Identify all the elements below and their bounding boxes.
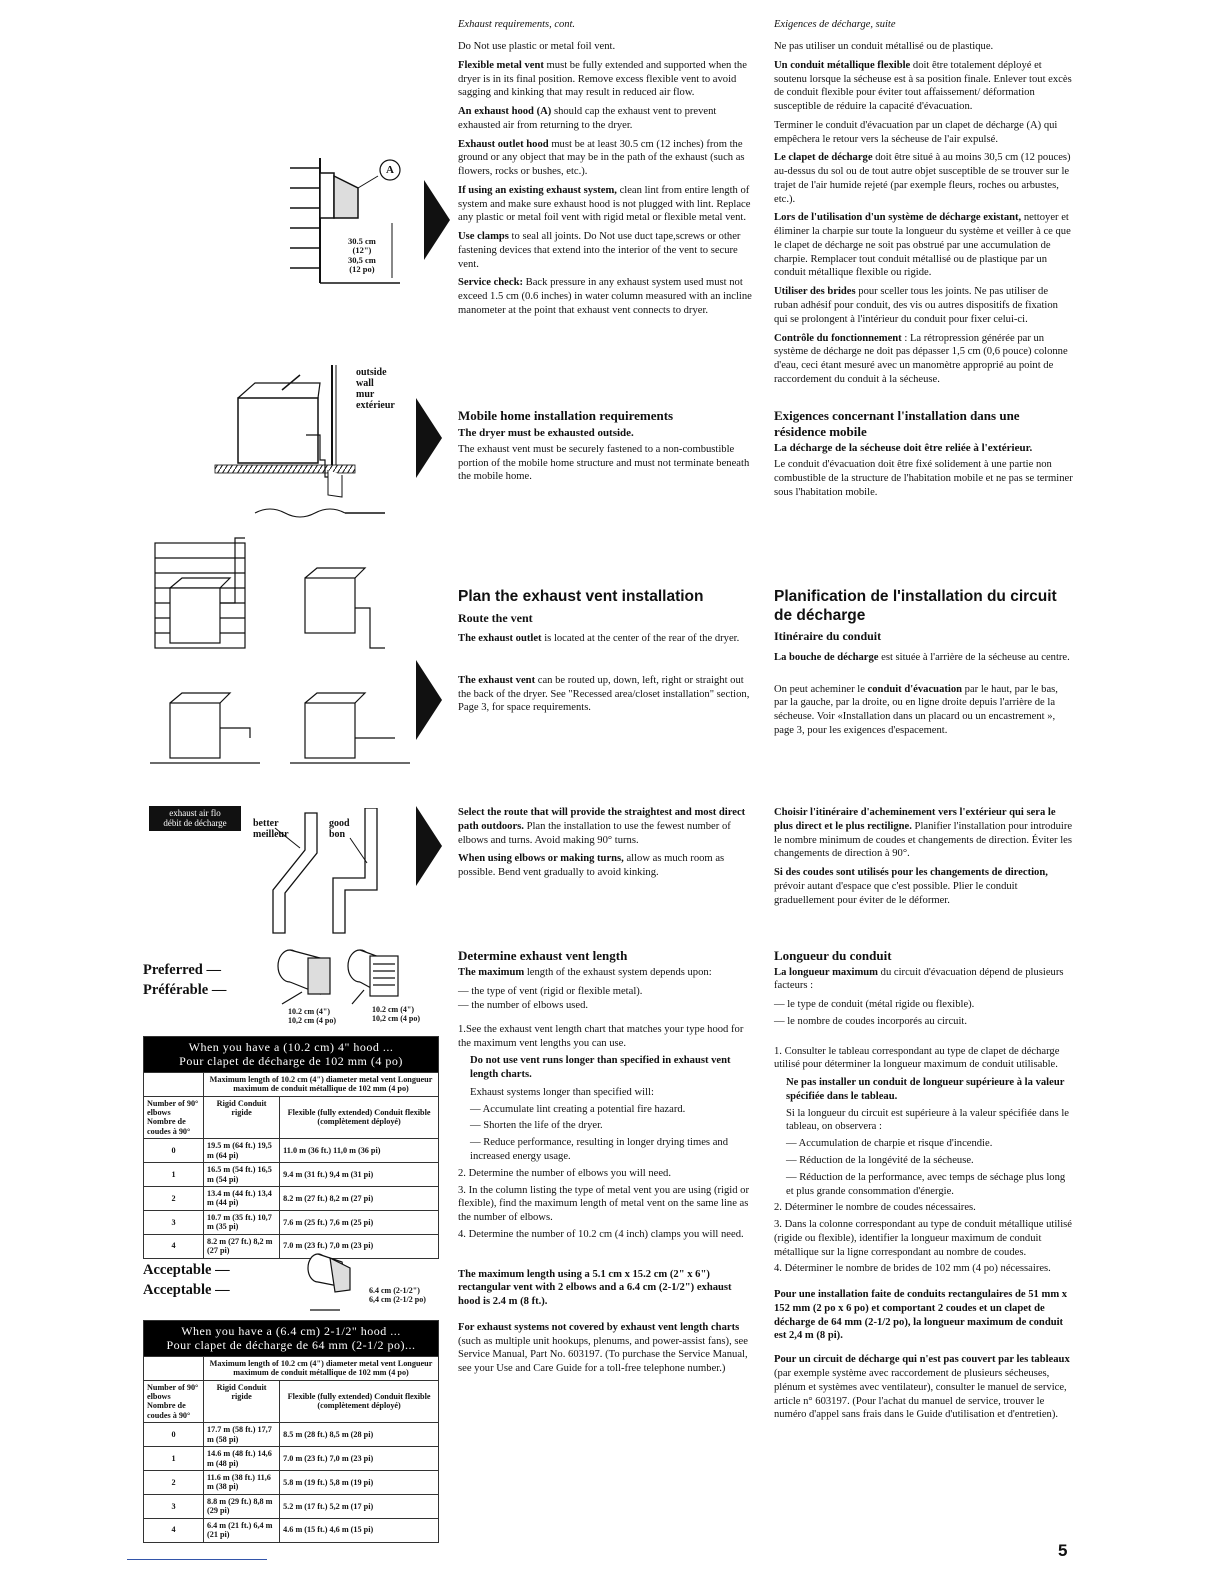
list-item: — Accumulation de charpie et risque d'incendie. [786, 1138, 993, 1150]
text: Back pressure in any exhaust system used must not exceed 1.5 cm (0.6 inches) in water column measured with an incline manometer at the point that exhaust vent connects to dryer. [458, 277, 752, 317]
bold-text: La longueur maximum [774, 966, 878, 978]
arrow-icon [416, 398, 442, 478]
bold-text: Un conduit métallique flexible [774, 59, 911, 71]
list-item: — Réduction de la performance, avec temps de séchage plus long et plus grande consommation d'énergie. [786, 1171, 1066, 1197]
table-row [144, 1234, 439, 1258]
bold-text: Exhaust outlet hood [458, 138, 549, 150]
elbows-cell: 2 [144, 1471, 204, 1495]
max-length-header: Maximum length of 10.2 cm (4") diameter metal vent Longueur maximum de conduit métallique de 102 mm (4 po) [204, 1356, 439, 1380]
table-row [144, 1447, 439, 1471]
bold-text: An exhaust hood (A) [458, 106, 552, 118]
text: Terminer le conduit d'évacuation par un clapet de décharge (A) qui empêchera le retour vers la sécheuse de l'air expulsé. [774, 119, 1058, 145]
bold-text: Le clapet de décharge [774, 152, 873, 164]
vent-length-table-2-5in [143, 1320, 439, 1543]
rigid-cell: 17.7 m (58 ft.) 17,7 m (58 pi) [204, 1423, 280, 1447]
text: is located at the center of the rear of the dryer. [541, 633, 740, 645]
paragraph: Le conduit d'évacuation doit être fixé solidement à une partie non combustible de la structure de l'habitation mobile et ne pas se terminer sous l'habitation mobile. [774, 459, 1073, 499]
label-line: mur [356, 389, 375, 400]
bold-text: Lors de l'utilisation d'un système de décharge existant, [774, 212, 1022, 224]
exhaust-fr-list [774, 40, 1074, 392]
dim-line: (12 po) [349, 264, 375, 275]
list-item: 1. Consulter le tableau correspondant au type de clapet de décharge utilisé pour déterminer la longueur maximum de conduit utilisable. [774, 1045, 1060, 1071]
table-body [144, 1139, 439, 1258]
paragraph [458, 59, 752, 100]
label-line: Preferred — [143, 962, 221, 978]
elbows-cell: 1 [144, 1447, 204, 1471]
bold-text: If using an existing exhaust system, [458, 184, 617, 196]
flexible-cell: 7.0 m (23 ft.) 7,0 m (23 pi) [280, 1234, 439, 1258]
list-item: — Reduce performance, resulting in longer drying times and increased energy usage. [470, 1137, 729, 1163]
exhaust-en-list [458, 40, 752, 323]
vent-length-table-4in [143, 1036, 439, 1259]
list-item: — Réduction de la longévité de la sécheuse. [786, 1155, 974, 1167]
length-en [458, 948, 752, 1381]
dim-line: 6,4 cm (2-1/2 po) [369, 1294, 426, 1304]
route-fr [774, 806, 1074, 912]
text: prévoir autant d'espace que c'est possible. Plier le conduit graduellement pour éviter de le déformer. [774, 880, 1018, 906]
label-line: bon [329, 829, 346, 840]
paragraph: Pour une installation faite de conduits rectangulaires de 51 mm x 152 mm (2 po x 6 po) et comportant 2 coudes et un clapet de décharge de 64 mm (2-1/2 po), la longueur maximum de conduit est 2,4 m (8 pi). [774, 1289, 1068, 1342]
bold-text: For exhaust systems not covered by exhaust vent length charts [458, 1321, 740, 1333]
vent-routing-illustration [150, 533, 415, 768]
paragraph [774, 1353, 1074, 1422]
text: allow as much room as possible. Bend vent gradually to avoid kinking. [458, 853, 725, 879]
list-item: 3. Dans la colonne correspondant au type de conduit métallique utilisé (rigide ou flexible), identifier la longueur maximum de conduit métallique sur la ligne correspondant au nombre de coudes. [774, 1219, 1073, 1258]
badge-line: exhaust air flo [169, 808, 221, 818]
text: Do Not use plastic or metal foil vent. [458, 41, 616, 52]
section-title: Determine exhaust vent length [458, 948, 628, 963]
label-line: extérieur [356, 400, 395, 411]
text: pour sceller tous les joints. Ne pas utiliser de ruban adhésif pour conduit, des vis ou autres dispositifs de fixation qui se prolongent à l'intérieur du conduit pour fixer celui-ci. [774, 286, 1058, 325]
page-number: 5 [1058, 1541, 1068, 1560]
arrow-icon [416, 660, 442, 740]
bold-text: Contrôle du fonctionnement [774, 332, 902, 344]
list-item: — Accumulate lint creating a potential fire hazard. [470, 1103, 686, 1115]
paragraph [458, 138, 752, 179]
title-line: When you have a (10.2 cm) 4" hood ... [188, 1040, 394, 1054]
elbows-cell: 2 [144, 1187, 204, 1211]
flexible-cell: 5.2 m (17 ft.) 5,2 m (17 pi) [280, 1494, 439, 1518]
rigid-header: Rigid Conduit rigide [204, 1096, 280, 1139]
section-title: Planification de l'installation du circuit de décharge [774, 588, 1057, 624]
flexible-cell: 5.8 m (19 ft.) 5,8 m (19 pi) [280, 1471, 439, 1495]
flexible-cell: 7.0 m (23 ft.) 7,0 m (23 pi) [280, 1447, 439, 1471]
bold-text: When using elbows or making turns, [458, 853, 624, 865]
bold-text: conduit d'évacuation [867, 683, 963, 695]
dim-line: 10.2 cm (4") [288, 1007, 330, 1016]
title-line: When you have a (6.4 cm) 2-1/2" hood ... [181, 1324, 401, 1338]
bold-text: Choisir l'itinéraire d'acheminement vers l'extérieur qui sera le plus direct et le plus rectiligne. [774, 807, 1056, 832]
text: (par exemple système avec raccordement de plusieurs sécheuses, plénum et systèmes avec ventilateur), consulter le manuel de service, article n° 603197. (Pour l'achat du manuel de service, trouver le numéro d'appel sans frais dans le Guide d'utilisation et d'entretien). [774, 1367, 1067, 1421]
text: should cap the exhaust vent to prevent exhausted air from returning to the dryer. [458, 106, 717, 131]
paragraph [458, 674, 752, 715]
list-item: 4. Determine the number of 10.2 cm (4 inch) clamps you will need. [458, 1228, 744, 1240]
list-item: 1.See the exhaust vent length chart that matches your type hood for the maximum vent lengths you can use. [458, 1023, 744, 1049]
flexible-cell: 4.6 m (15 ft.) 4,6 m (15 pi) [280, 1518, 439, 1542]
elbows-cell: 0 [144, 1423, 204, 1447]
paragraph [458, 806, 752, 847]
list-item: 2. Determine the number of elbows you will need. [458, 1167, 671, 1179]
hood-dimension [348, 237, 376, 274]
paragraph [774, 866, 1074, 907]
table-row [144, 1163, 439, 1187]
paragraph [774, 151, 1074, 206]
elbows-cell: 4 [144, 1518, 204, 1542]
label-line: wall [356, 378, 374, 389]
flexible-cell: 8.5 m (28 ft.) 8,5 m (28 pi) [280, 1423, 439, 1447]
paragraph [458, 1321, 752, 1376]
list-item: — Shorten the life of the dryer. [470, 1120, 603, 1132]
header-fr: Exigences de décharge, suite [774, 19, 896, 30]
dim-line: 10.2 cm (4") [372, 1005, 414, 1014]
bold-text: Service check: [458, 277, 524, 289]
paragraph [774, 683, 1074, 738]
badge-line: débit de décharge [163, 818, 227, 829]
bold-text: Si des coudes sont utilisés pour les changements de direction, [774, 867, 1048, 879]
mobile-home-fr [774, 408, 1074, 505]
header-en: Exhaust requirements, cont. [458, 19, 576, 30]
paragraph [458, 40, 752, 54]
bold-text: The exhaust vent [458, 674, 536, 686]
list-item: 2. Déterminer le nombre de coudes nécessaires. [774, 1202, 976, 1214]
paragraph [458, 230, 752, 271]
rigid-cell: 19.5 m (64 ft.) 19,5 m (64 pi) [204, 1139, 280, 1163]
title-line: Pour clapet de décharge de 102 mm (4 po) [179, 1054, 403, 1069]
arrow-icon [424, 180, 450, 260]
dim-line: 10,2 cm (4 po) [288, 1015, 336, 1025]
paragraph [458, 105, 752, 133]
steps-list [774, 1045, 1074, 1276]
warning-text: Do not use vent runs longer than specified in exhaust vent length charts. [470, 1055, 731, 1081]
rigid-cell: 8.8 m (29 ft.) 8,8 m (29 pi) [204, 1494, 280, 1518]
warning-text: Ne pas installer un conduit de longueur supérieure à la valeur spécifiée dans le tableau. [786, 1077, 1065, 1102]
elbows-cell: 0 [144, 1139, 204, 1163]
label-line: better [253, 818, 279, 829]
section-title: Mobile home installation requirements [458, 408, 674, 423]
text: doit être situé à au moins 30,5 cm (12 pouces) au-dessus du sol ou de tout autre objet susceptible de se trouver sur le trajet de l'air humide rejeté (par exemple fleurs, roches ou arbustes, etc.). [774, 152, 1071, 205]
paragraph [774, 119, 1074, 147]
flexible-cell: 7.6 m (25 ft.) 7,6 m (25 pi) [280, 1210, 439, 1234]
table-row [144, 1139, 439, 1163]
section-subtitle: The dryer must be exhausted outside. [458, 426, 634, 439]
elbows-header: Number of 90° elbows Nombre de coudes à 90° [144, 1096, 204, 1139]
section-title: Plan the exhaust vent installation [458, 588, 704, 605]
label-line: outside [356, 367, 387, 378]
paragraph [458, 184, 752, 225]
empty-cell [144, 1356, 204, 1380]
paragraph [458, 852, 752, 880]
list-item: 3. In the column listing the type of metal vent you are using (rigid or flexible), find the maximum length of metal vent on the same line as the number of elbows. [458, 1184, 749, 1224]
length-fr [774, 948, 1074, 1427]
paragraph [774, 651, 1074, 665]
flexible-cell: 11.0 m (36 ft.) 11,0 m (36 pi) [280, 1139, 439, 1163]
paragraph [774, 59, 1074, 114]
list-item: 4. Déterminer le nombre de brides de 102 mm (4 po) nécessaires. [774, 1263, 1051, 1275]
text: Ne pas utiliser un conduit métallisé ou de plastique. [774, 41, 994, 52]
plan-en [458, 588, 752, 720]
paragraph [774, 332, 1074, 387]
rigid-header: Rigid Conduit rigide [204, 1380, 280, 1423]
elbows-cell: 1 [144, 1163, 204, 1187]
label-line: good [329, 818, 350, 829]
dim-line: 6.4 cm (2-1/2") [369, 1286, 420, 1295]
text: must be at least 30.5 cm (12 inches) from the ground or any object that may be in the path of the exhaust (such as flowers, rocks or bushes, etc.). [458, 138, 745, 178]
plan-fr [774, 588, 1074, 743]
mobile-home-en [458, 408, 752, 489]
table-body [144, 1423, 439, 1542]
route-en [458, 806, 752, 885]
list-item: — the type of vent (rigid or flexible metal). [458, 986, 643, 998]
section-title: Longueur du conduit [774, 948, 892, 963]
bold-text: Select the route that will provide the straightest and most direct path outdoors. [458, 807, 746, 832]
paragraph [774, 806, 1074, 861]
label-line: Préférable — [143, 982, 227, 999]
paragraph [774, 285, 1074, 326]
text: must be fully extended and supported when the dryer is in its final position. Remove excess flexible vent to avoid sagging and kinking that may result in reduced air flow. [458, 59, 747, 99]
exhaust-air-flow-badge [149, 806, 241, 831]
paragraph [774, 40, 1074, 54]
text: (such as multiple unit hookups, plenums, and power-assist fans), see Service Manual, Part No. 603197. (To purchase the Service Manual, see your Use and Care Guide for a toll-free telephone number.) [458, 1335, 748, 1375]
section-title: Exigences concernant l'installation dans une résidence mobile [774, 408, 1020, 439]
elbows-cell: 4 [144, 1234, 204, 1258]
elbows-cell: 3 [144, 1494, 204, 1518]
bold-text: Pour un circuit de décharge qui n'est pas couvert par les tableaux [774, 1354, 1070, 1366]
section-subtitle: Route the vent [458, 610, 533, 625]
rigid-cell: 6.4 m (21 ft.) 6,4 m (21 pi) [204, 1518, 280, 1542]
flexible-header: Flexible (fully extended) Conduit flexible (complètement déployé) [280, 1380, 439, 1423]
rigid-cell: 8.2 m (27 ft.) 8,2 m (27 pi) [204, 1234, 280, 1258]
list-item: — le type de conduit (métal rigide ou flexible). [774, 999, 975, 1011]
acceptable-label [143, 1260, 230, 1301]
bold-text: La bouche de décharge [774, 651, 879, 663]
footer-rule [127, 1559, 267, 1560]
flexible-cell: 9.4 m (31 ft.) 9,4 m (31 pi) [280, 1163, 439, 1187]
label-line: meilleur [253, 829, 289, 840]
elbows-header: Number of 90° elbows Nombre de coudes à 90° [144, 1380, 204, 1423]
text: length of the exhaust system depends upon: [524, 966, 712, 978]
rigid-cell: 10.7 m (35 ft.) 10,7 m (35 pi) [204, 1210, 280, 1234]
paragraph [774, 966, 1074, 994]
text: : La rétropression générée par un système de décharge ne doit pas dépasser 1,5 cm (0,6 pouce) colonne d'eau, ceci étant mesuré avec un manomètre approprié au point de raccordement du conduit à la sécheuse. [774, 332, 1068, 385]
paragraph [774, 211, 1074, 280]
section-subtitle: La décharge de la sécheuse doit être reliée à l'extérieur. [774, 442, 1033, 455]
flexible-header: Flexible (fully extended) Conduit flexible (complètement déployé) [280, 1096, 439, 1139]
dim-line: 30,5 cm [348, 254, 376, 265]
dim-line: 10,2 cm (4 po) [372, 1013, 420, 1023]
text: to seal all joints. Do Not use duct tape,screws or other fastening devices that extend into the interior of the vent to secure vent. [458, 231, 741, 270]
section-subtitle: Itinéraire du conduit [774, 629, 882, 644]
text: nettoyer et éliminer la charpie sur toute la longueur du système et veiller à ce que le clapet de décharge ne soit pas obstrué par une accumulation de charpie. Remplacer tout conduit métallisé ou de plastique par un conduit métallique flexible ou rigide. [774, 212, 1071, 279]
text: par le haut, par le bas, par la gauche, par la droite, ou en ligne droite depuis l'arrière de la sécheuse. Voir «Installation dans un placard ou un encastrement », page 3, pour les exigences d'espacement. [774, 683, 1058, 736]
text: can be routed up, down, left, right or straight out the back of the dryer. See "Recessed area/closet installation" section, Page 3, for space requirements. [458, 674, 750, 714]
table-row [144, 1494, 439, 1518]
bold-text: Flexible metal vent [458, 59, 544, 71]
empty-cell [144, 1072, 204, 1096]
paragraph [458, 966, 752, 980]
vent-route-comparison-illustration [255, 808, 415, 936]
table-row [144, 1471, 439, 1495]
outside-wall-label [356, 367, 395, 411]
rigid-cell: 13.4 m (44 ft.) 13,4 m (44 pi) [204, 1187, 280, 1211]
bold-text: Use clamps [458, 231, 509, 243]
steps-list [458, 1023, 752, 1242]
table-title [144, 1321, 439, 1357]
text: doit être totalement déployé et soutenu lorsque la sécheuse est à sa position finale. Enlever tout excès de conduit flexible pour éviter tout affaissement/ déformation susceptible de réduire la capacité d'évacuation. [774, 59, 1072, 113]
acceptable-hood-illustration [300, 1248, 370, 1318]
text: du circuit d'évacuation dépend de plusieurs facteurs : [774, 966, 1064, 992]
label-line: Acceptable — [143, 1262, 230, 1278]
table-row [144, 1187, 439, 1211]
list-item: — le nombre de coudes incorporés au circuit. [774, 1015, 967, 1027]
preferred-dim-a [288, 1008, 336, 1026]
rigid-cell: 16.5 m (54 ft.) 16,5 m (54 pi) [204, 1163, 280, 1187]
flexible-cell: 8.2 m (27 ft.) 8,2 m (27 pi) [280, 1187, 439, 1211]
text: est située à l'arrière de la sécheuse au centre. [878, 651, 1070, 663]
label-line: Acceptable — [143, 1282, 230, 1299]
paragraph: The maximum length using a 5.1 cm x 15.2 cm (2" x 6") rectangular vent with 2 elbows and a 6.4 cm (2-1/2") exhaust hood is 2.4 m (8 ft.). [458, 1268, 732, 1308]
preferred-dim-b [372, 1006, 420, 1024]
title-line: Pour clapet de décharge de 64 mm (2-1/2 po)... [166, 1338, 416, 1353]
paragraph: The exhaust vent must be securely fastened to a non-combustible portion of the mobile home structure and must not terminate beneath the mobile home. [458, 443, 750, 483]
bold-text: Utiliser des brides [774, 286, 856, 298]
text: Planifier l'installation pour introduire le nombre minimum de coudes et changements de direction. Éviter les changements de direction à 90°. [774, 820, 1073, 860]
label-a: A [386, 164, 394, 176]
dim-line: 30.5 cm [348, 236, 376, 246]
bold-text: The exhaust outlet [458, 633, 542, 645]
preferred-label [143, 960, 226, 1001]
list-item: — the number of elbows used. [458, 1000, 589, 1012]
bold-text: The maximum [458, 966, 525, 978]
acceptable-dim [369, 1287, 426, 1305]
table-row [144, 1518, 439, 1542]
paragraph [458, 632, 752, 646]
table-row [144, 1423, 439, 1447]
table-title [144, 1037, 439, 1073]
max-length-header: Maximum length of 10.2 cm (4") diameter metal vent Longueur maximum de conduit métallique de 102 mm (4 po) [204, 1072, 439, 1096]
text: clean lint from entire length of system and make sure exhaust hood is not plugged with lint. Replace any plastic or metal foil vent with rigid metal or flexible metal vent. [458, 184, 751, 224]
list-item: Si la longueur du circuit est supérieure à la valeur spécifiée dans le tableau, on observera : [786, 1107, 1069, 1133]
arrow-icon [416, 806, 442, 886]
table-row [144, 1210, 439, 1234]
rigid-cell: 14.6 m (48 ft.) 14,6 m (48 pi) [204, 1447, 280, 1471]
rigid-cell: 11.6 m (38 ft.) 11,6 m (38 pi) [204, 1471, 280, 1495]
text: Plan the installation to use the fewest number of elbows and turns. Avoid making 90° turns. [458, 820, 731, 846]
dim-line: (12") [352, 245, 372, 256]
preferred-hoods-illustration [272, 944, 422, 1012]
list-item: Exhaust systems longer than specified will: [470, 1086, 654, 1098]
paragraph [458, 276, 752, 317]
elbows-cell: 3 [144, 1210, 204, 1234]
text: On peut acheminer le [774, 683, 868, 695]
